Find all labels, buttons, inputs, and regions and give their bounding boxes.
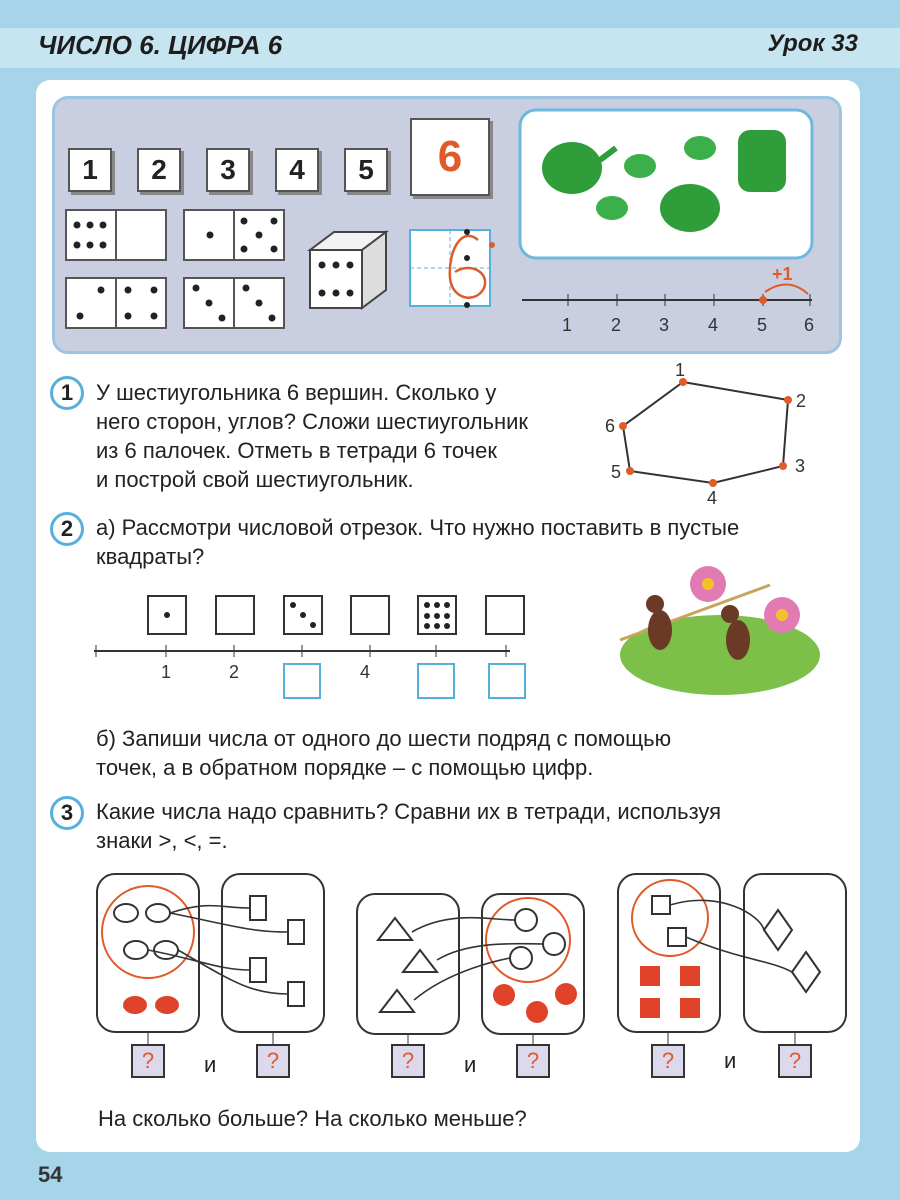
intro-tick-1: 1 <box>562 315 573 335</box>
plus-one-label: +1 <box>772 264 793 284</box>
number-card-1: 1 <box>68 148 112 192</box>
hexagon-figure <box>619 378 792 487</box>
task2b-line-2: точек, а в обратном порядке – с помощью цифр. <box>96 755 594 780</box>
task3-pair-2 <box>357 894 584 1044</box>
answer-box-1b[interactable]: ? <box>256 1044 290 1078</box>
number-card-5: 5 <box>344 148 388 192</box>
task-number-2: 2 <box>50 512 84 546</box>
intro-tick-3: 3 <box>659 315 670 335</box>
intro-tick-4: 4 <box>708 315 719 335</box>
tea-set-picture <box>520 110 812 258</box>
task2-tick-4: 4 <box>360 662 371 682</box>
domino-3-3 <box>184 278 284 328</box>
task1-line-1: У шестиугольника 6 вершин. Сколько у <box>96 380 497 405</box>
ants-picture <box>620 566 820 695</box>
task2a-line-1: а) Рассмотри числовой отрезок. Что нужно поставить в пустые <box>96 515 740 540</box>
answer-box-2a[interactable]: ? <box>391 1044 425 1078</box>
task2a-line-2: квадраты? <box>96 544 205 569</box>
intro-tick-6: 6 <box>804 315 815 335</box>
page-number: 54 <box>38 1162 63 1187</box>
task3-pair-1 <box>97 874 324 1044</box>
hex-vertex-4: 4 <box>707 488 718 508</box>
task3-bottom-question: На сколько больше? На сколько меньше? <box>98 1106 527 1131</box>
answer-box-1a[interactable]: ? <box>131 1044 165 1078</box>
and-label-2: и <box>464 1052 477 1077</box>
answer-box-3b[interactable]: ? <box>778 1044 812 1078</box>
task2-dot-boxes <box>148 596 524 634</box>
domino-2-4 <box>66 278 166 328</box>
task2b-text <box>96 724 671 782</box>
intro-tick-5: 5 <box>757 315 768 335</box>
task2-tick-1: 1 <box>161 662 172 682</box>
task1-line-4: и построй свой шестиугольник. <box>96 467 414 492</box>
hex-vertex-1: 1 <box>675 360 686 380</box>
dice-six <box>310 232 386 308</box>
hex-vertex-2: 2 <box>796 391 807 411</box>
task-number-3: 3 <box>50 796 84 830</box>
task3-line-1: Какие числа надо сравнить? Сравни их в тетради, используя <box>96 799 722 824</box>
domino-1-5 <box>184 210 284 260</box>
task3-pair-3 <box>618 874 846 1044</box>
lesson-label: Урок 33 <box>767 30 858 57</box>
hex-vertex-3: 3 <box>795 456 806 476</box>
number-card-6: 6 <box>410 118 490 196</box>
task-number-1: 1 <box>50 376 84 410</box>
intro-number-line <box>522 284 812 306</box>
number-card-2: 2 <box>137 148 181 192</box>
task1-line-2: него сторон, углов? Сложи шестиугольник <box>96 409 529 434</box>
intro-tick-2: 2 <box>611 315 622 335</box>
hex-vertex-6: 6 <box>605 416 616 436</box>
task2-number-line <box>94 645 525 698</box>
number-card-3: 3 <box>206 148 250 192</box>
digit-writing-guide <box>410 229 495 308</box>
task3-text <box>96 797 721 855</box>
answer-box-3a[interactable]: ? <box>651 1044 685 1078</box>
task2a-text <box>96 513 739 571</box>
task1-line-3: из 6 палочек. Отметь в тетради 6 точек <box>96 438 498 463</box>
task2b-line-1: б) Запиши числа от одного до шести подряд с помощью <box>96 726 672 751</box>
task1-text <box>96 378 528 494</box>
task3-line-2: знаки >, <, =. <box>96 828 228 853</box>
answer-box-2b[interactable]: ? <box>516 1044 550 1078</box>
and-label-1: и <box>204 1052 217 1077</box>
number-card-4: 4 <box>275 148 319 192</box>
and-label-3: и <box>724 1048 737 1073</box>
task2-tick-2: 2 <box>229 662 240 682</box>
domino-6-0 <box>66 210 166 260</box>
page-title: ЧИСЛО 6. ЦИФРА 6 <box>38 30 283 60</box>
hex-vertex-5: 5 <box>611 462 622 482</box>
